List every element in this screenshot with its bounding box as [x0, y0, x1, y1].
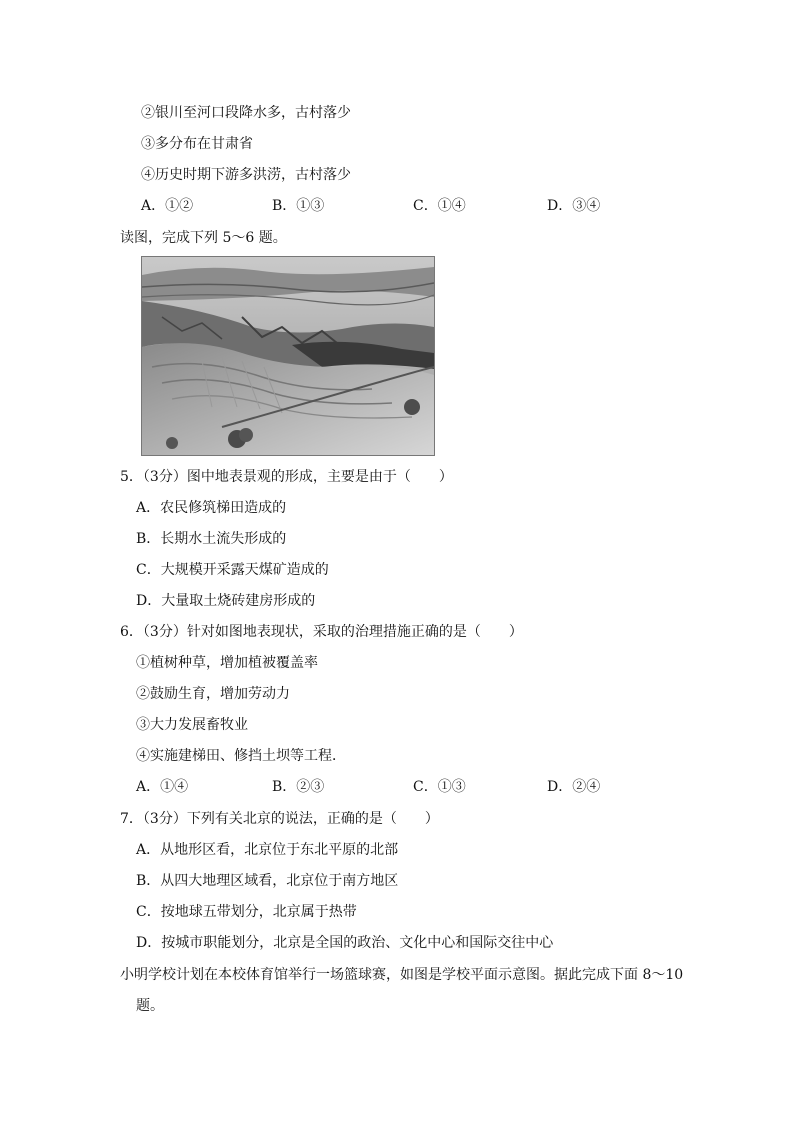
q5-choice-a: A．农民修筑梯田造成的: [136, 500, 287, 516]
q5-choice-d: D．大量取土烧砖建房形成的: [136, 593, 316, 609]
q6-item-4: ④实施建梯田、修挡土坝等工程．: [136, 748, 346, 764]
q6-stem: 6．（3分）针对如图地表现状，采取的治理措施正确的是（ ）: [120, 624, 523, 640]
q5-stem: 5．（3分）图中地表景观的形成，主要是由于（ ）: [120, 469, 453, 485]
q7-stem: 7．（3分）下列有关北京的说法，正确的是（ ）: [120, 811, 439, 827]
q7-choice-d: D．按城市职能划分，北京是全国的政治、文化中心和国际交往中心: [136, 935, 554, 951]
q4-item-4: ④历史时期下游多洪涝，古村落少: [141, 167, 351, 183]
q5-choice-c: C．大规模开采露天煤矿造成的: [136, 562, 329, 578]
terrain-illustration: [142, 257, 434, 455]
q4-option-a: A．①②: [141, 198, 194, 214]
q7-choice-b: B．从四大地理区域看，北京位于南方地区: [136, 873, 399, 889]
q4-item-2: ②银川至河口段降水多，古村落少: [141, 105, 351, 121]
q4-option-b: B．①③: [272, 198, 325, 214]
q4-item-3: ③多分布在甘肃省: [141, 136, 253, 152]
q6-item-1: ①植树种草，增加植被覆盖率: [136, 655, 318, 671]
q4-option-d: D．③④: [547, 198, 601, 214]
q6-option-b: B．②③: [272, 779, 325, 795]
intro-8-10-line-1: 小明学校计划在本校体育馆举行一场篮球赛，如图是学校平面示意图。据此完成下面 8～10: [120, 967, 684, 983]
q7-choice-c: C．按地球五带划分，北京属于热带: [136, 904, 357, 920]
q4-option-c: C．①④: [413, 198, 466, 214]
q5-choice-b: B．长期水土流失形成的: [136, 531, 287, 547]
q6-item-3: ③大力发展畜牧业: [136, 717, 248, 733]
loess-terrain-photo: [141, 256, 435, 456]
q7-choice-a: A．从地形区看，北京位于东北平原的北部: [136, 842, 399, 858]
q6-option-a: A．①④: [136, 779, 189, 795]
q6-option-d: D．②④: [547, 779, 601, 795]
intro-8-10-line-2: 题。: [136, 998, 164, 1014]
q6-item-2: ②鼓励生育，增加劳动力: [136, 686, 290, 702]
q6-option-c: C．①③: [413, 779, 466, 795]
intro-5-6: 读图，完成下列 5～6 题。: [120, 230, 287, 246]
